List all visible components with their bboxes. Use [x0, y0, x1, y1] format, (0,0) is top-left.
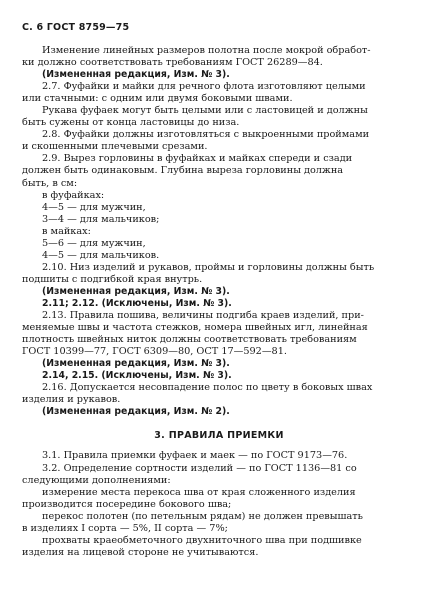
text-line: производится посередине бокового шва; — [22, 498, 232, 510]
text-line: 2.7. Фуфайки и майки для речного флота изготовляют целыми — [42, 81, 366, 93]
text-line: измерение места перекоса шва от края сложенного изделия — [42, 486, 356, 498]
text-line: быть, в см: — [22, 177, 78, 189]
text-line: 5—6 — для мужчин, — [42, 237, 146, 249]
edition-note: 2.11; 2.12. (Исключены, Изм. № 3). — [42, 297, 232, 309]
document-body — [22, 45, 416, 559]
text-line: Рукава фуфаек могут быть целыми или с ластовицей и должны — [42, 105, 368, 117]
edition-note: 2.14, 2.15. (Исключены, Изм. № 3). — [42, 370, 232, 382]
text-line: Изменение линейных размеров полотна после мокрой обработ- — [42, 45, 371, 56]
text-line: 2.10. Низ изделий и рукавов, проймы и горловины должны быть — [42, 261, 375, 273]
edition-note: (Измененная редакция, Изм. № 3). — [42, 69, 230, 81]
text-line: изделия и рукавов. — [22, 394, 121, 406]
text-line: быть сужены от конца ластовицы до низа. — [22, 117, 240, 129]
text-line: 2.9. Вырез горловины в фуфайках и майках спереди и сзади — [42, 153, 353, 165]
text-line: меняемые швы и частота стежков, номера швейных игл, линейная — [22, 322, 368, 334]
text-line: следующими дополнениями: — [22, 474, 171, 486]
text-line: 4—5 — для мальчиков. — [42, 249, 160, 261]
section-title: 3. ПРАВИЛА ПРИЕМКИ — [154, 430, 284, 442]
text-line: в фуфайках: — [42, 189, 105, 201]
text-line: 4—5 — для мужчин, — [42, 201, 146, 213]
text-line: 2.13. Правила пошива, величины подгиба краев изделий, при- — [42, 310, 364, 322]
text-line: 2.8. Фуфайки должны изготовляться с выкроенными проймами — [42, 129, 370, 141]
text-line: прохваты краеобметочного двухниточного шва при подшивке — [42, 534, 362, 546]
page-header: С. 6 ГОСТ 8759—75 — [22, 22, 130, 33]
text-line: ки должно соответствовать требованиям ГОСТ 26289—84. — [22, 57, 323, 69]
text-line: и скошенными плечевыми срезами. — [22, 141, 208, 153]
text-line: 3—4 — для мальчиков; — [42, 213, 160, 225]
edition-note: (Измененная редакция, Изм. № 2). — [42, 406, 230, 418]
edition-note: (Измененная редакция, Изм. № 3). — [42, 285, 230, 297]
text-line: подшиты с подгибкой края внутрь. — [22, 273, 203, 285]
text-line: изделия на лицевой стороне не учитываются. — [22, 546, 259, 558]
text-line: в изделиях I сорта — 5%, II сорта — 7%; — [22, 522, 228, 534]
text-line: плотность швейных ниток должны соответствовать требованиям — [22, 334, 357, 346]
edition-note: (Измененная редакция, Изм. № 3). — [42, 358, 230, 370]
text-line: 3.2. Определение сортности изделий — по ГОСТ 1136—81 со — [42, 462, 357, 474]
text-line: или стачными: с одним или двумя боковыми швами. — [22, 93, 293, 105]
text-line: перекос полотен (по петельным рядам) не должен превышать — [42, 510, 363, 522]
text-line: ГОСТ 10399—77, ГОСТ 6309—80, ОСТ 17—592—81. — [22, 346, 287, 358]
text-line: 2.16. Допускается несовпадение полос по цвету в боковых швах — [42, 382, 373, 394]
text-line: должен быть одинаковым. Глубина выреза горловины должна — [22, 165, 344, 177]
text-line: в майках: — [42, 225, 91, 237]
text-line: 3.1. Правила приемки фуфаек и маек — по ГОСТ 9173—76. — [42, 450, 348, 462]
